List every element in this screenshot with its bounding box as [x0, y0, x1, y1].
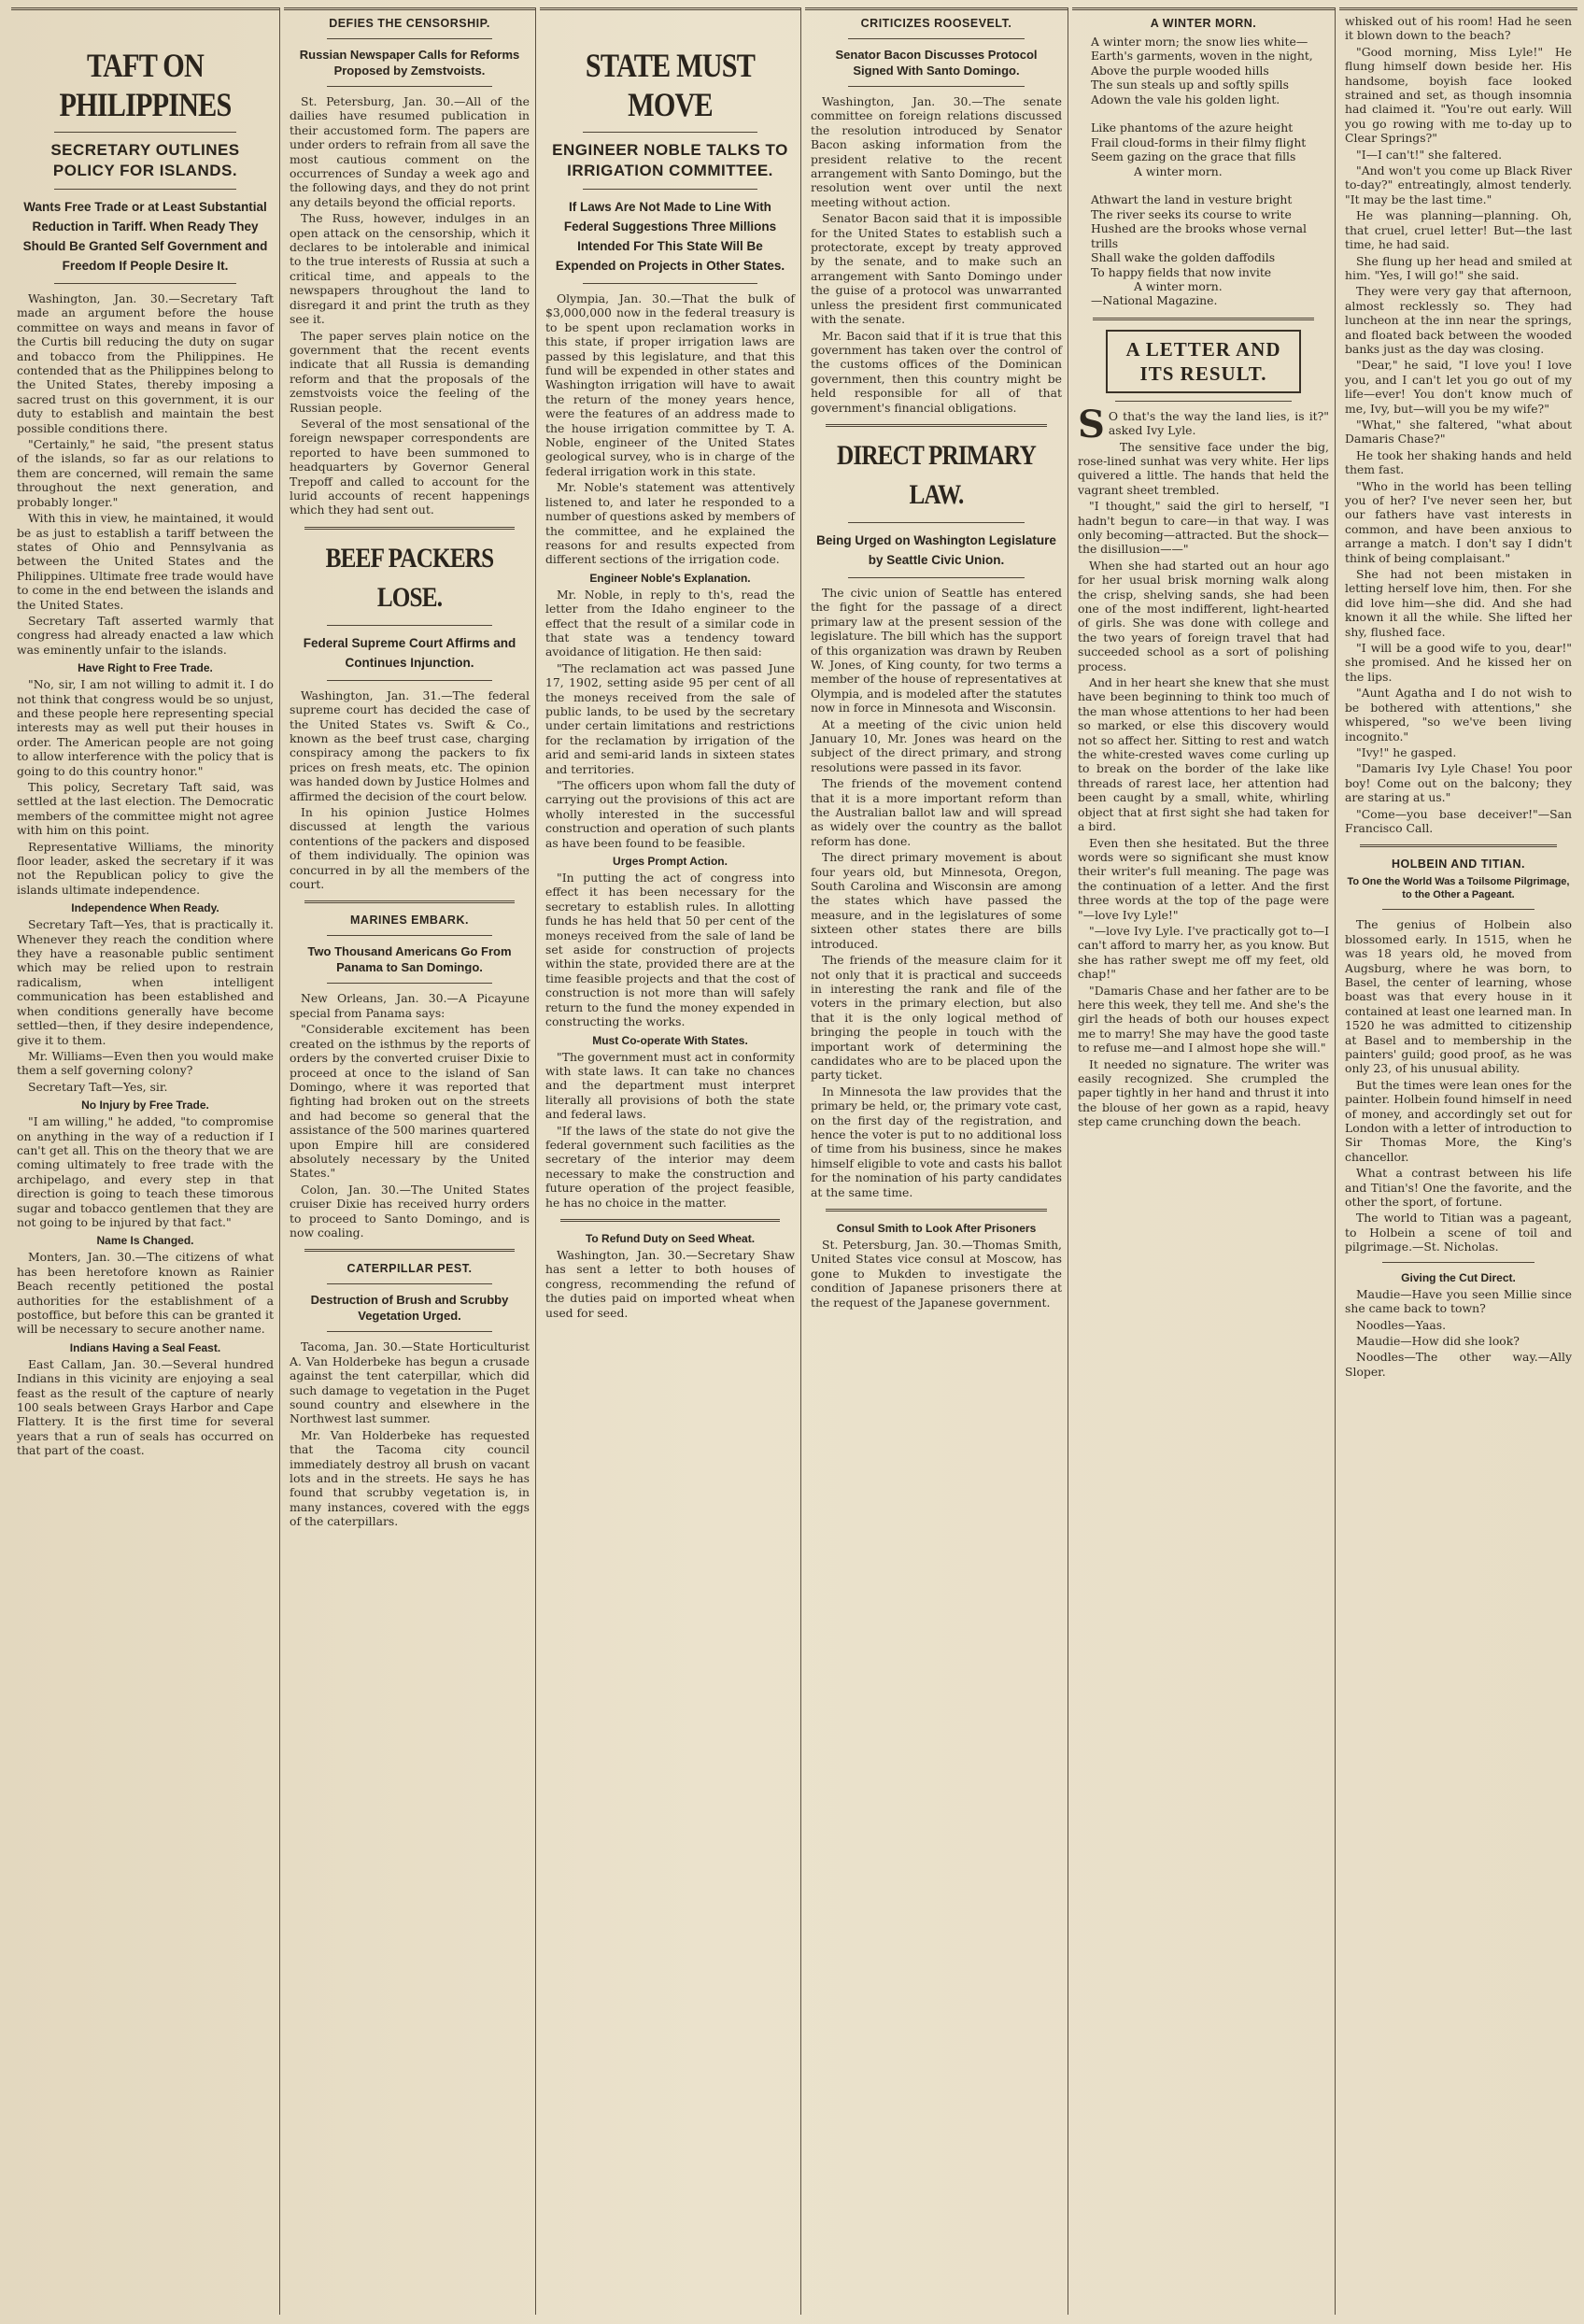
divider [1382, 1262, 1534, 1263]
paragraph: The friends of the measure claim for it not only that it is practical and succeeds in interesting the rank and file of the voters in the primary election, but also that it is the only logical method of bringing the people in touch with the important work of determining the candidates who are to be placed upon the party ticket. [811, 953, 1062, 1083]
paragraph: "—love Ivy Lyle. I've practically got to—I can't afford to marry her, as you know. But she has rather swept me off my feet, old chap!" [1078, 923, 1329, 982]
paragraph: Mr. Noble, in reply to th's, read the letter from the Idaho engineer to the effect that the result of a similar code in that state was a tendency toward avoidance of litigation. He then said: [545, 587, 795, 659]
poem-line [1078, 106, 1329, 120]
headline-direct-primary: DIRECT PRIMARY LAW. [836, 439, 1036, 510]
paragraph: At a meeting of the civic union held January 10, Mr. Jones was heard on the subject of the direct primary, and strong resolutions were passed in its favor. [811, 716, 1062, 774]
paragraph: "In putting the act of congress into effect it has been necessary for the secretary to establish rules. In allotting funds he has held that 50 per cent of the moneys received from the sale of land be set aside for construction of projects within the state, provided there are at the time feasible projects and that the cost of construction is not more than will safely return to the fund the money expended in constructing the works. [545, 871, 795, 1029]
divider [583, 132, 757, 133]
columns [11, 7, 1575, 2315]
paragraph: "Good morning, Miss Lyle!" He flung himself down beside her. His handsome, boyish face looked strained and set, as though insomnia had claimed it. "You're out early. Will you go rowing with me to-day up to Clear Springs?" [1345, 44, 1572, 146]
headline-criticizes-roosevelt: CRITICIZES ROOSEVELT. [860, 17, 1012, 30]
paragraph: "Come—you base deceiver!"—San Francisco Call. [1345, 806, 1572, 835]
divider [304, 900, 515, 903]
divider [327, 935, 492, 936]
subhead: Engineer Noble's Explanation. [589, 571, 751, 585]
paragraph: "Damaris Ivy Lyle Chase! You poor boy! Come out on the balcony; they are staring at us." [1345, 761, 1572, 805]
paragraph: Noodles—The other way.—Ally Sloper. [1345, 1350, 1572, 1379]
divider [1115, 401, 1292, 402]
paragraph: The paper serves plain notice on the government that the recent events indicate that all Russia is demanding reform and that the proposals of the zemstvoists voice the feeling of the Russian people. [290, 328, 530, 415]
paragraph: When she had started out an hour ago for her usual brisk morning walk along the crisp, shelving sands, she had been one of the most indifferent, light-hearted of girls. She was done with college and the two years of foreign travel that had succeeded school as a sort of polishing process. [1078, 558, 1329, 673]
paragraph: whisked out of his room! Had he seen it blown down to the beach? [1345, 14, 1572, 43]
paragraph: "What," she faltered, "what about Damaris Chase?" [1345, 417, 1572, 446]
column-5 [1072, 7, 1336, 2315]
divider [848, 86, 1025, 87]
paragraph: Washington, Jan. 31.—The federal supreme court has decided the case of the United States vs. Swift & Co., known as the beef trust case, charging conspiracy among the packers to fix prices on fresh meats, etc. The opinion was handed down by Justice Holmes and affirmed the decision of the court below. [290, 687, 530, 803]
divider [54, 189, 236, 190]
poem-line: Hushed are the brooks whose vernal trills [1091, 221, 1307, 250]
paragraph: She had not been mistaken in letting herself love him, then. For she did love him—she did. And she had known it all the while. She lifted her shy, flushed face. [1345, 567, 1572, 639]
paragraph: The friends of the movement contend that it is a more important reform than the Australian ballot law and will spread as widely over the country as the ballot reform has done. [811, 776, 1062, 848]
deck-censorship: Russian Newspaper Calls for Reforms Proposed by Zemstvoists. [299, 48, 520, 78]
paragraph: He took her shaking hands and held them fast. [1345, 447, 1572, 477]
paragraph: What a contrast between his life and Titian's! One the favorite, and the other the sport, of fortune. [1345, 1166, 1572, 1210]
paragraph: Representative Williams, the minority floor leader, asked the secretary if it was not the Republican policy to give the islands ultimate independence. [17, 839, 274, 897]
deck-irrigation: ENGINEER NOBLE TALKS TO IRRIGATION COMMITTEE. [552, 141, 788, 179]
divider [304, 527, 515, 530]
poem-line: Athwart the land in vesture bright [1091, 192, 1293, 207]
paragraph: East Callam, Jan. 30.—Several hundred Indians in this vicinity are enjoying a seal feast as the result of the capture of nearly 100 seals between Grays Harbor and Cape Flattery. It is the first time for several years that a run of seals has occurred on that part of the coast. [17, 1356, 274, 1458]
poem-credit: —National Magazine. [1091, 293, 1218, 308]
headline-censorship: DEFIES THE CENSORSHIP. [329, 17, 490, 30]
divider [1382, 909, 1534, 910]
paragraph: Secretary Taft—Yes, sir. [28, 1079, 168, 1094]
paragraph: Tacoma, Jan. 30.—State Horticulturist A. Van Holderbeke has begun a crusade against the tent caterpillar, which did such damage to vegetation in the Puget sound country and elsewhere in the Northwest last summer. [290, 1339, 530, 1426]
paragraph: Colon, Jan. 30.—The United States cruiser Dixie has received hurry orders to proceed to Santo Domingo, and is now coaling. [290, 1182, 530, 1240]
divider [327, 983, 492, 984]
paragraph: He was planning—planning. Oh, that cruel, cruel letter! But—the last time, he had said. [1345, 208, 1572, 252]
paragraph: "Aunt Agatha and I do not wish to be bothered with attentions," she whispered, "so we've been living incognito." [1345, 686, 1572, 744]
paragraph: St. Petersburg, Jan. 30.—Thomas Smith, United States vice consul at Moscow, has gone to Mukden to investigate the condition of Japanese prisoners there at the request of the Japanese government. [811, 1238, 1062, 1310]
poem-line: A winter morn. [1134, 278, 1223, 293]
paragraph: "No, sir, I am not willing to admit it. I do not think that congress would be so unjust, and these people here representing special interests may as well put their houses in order. The American people are not going to allow interference with the policy that is going to do this country honor." [17, 677, 274, 778]
paragraph: "If the laws of the state do not give the federal government such facilities as the secretary of the interior may deem necessary to make the construction and future operation of the project feasible, he has no choice in the matter. [545, 1123, 795, 1210]
headline-caterpillar: CATERPILLAR PEST. [346, 1262, 473, 1276]
divider [583, 283, 757, 284]
paragraph: "Damaris Chase and her father are to be here this week, they tell me. And she's the girl the heads of both our houses expect me to marry! She may have the good taste to refuse me—and I almost hope she will." [1078, 983, 1329, 1056]
poem-line: Seem gazing on the grace that fills [1091, 149, 1296, 164]
divider [583, 189, 757, 190]
poem-line: Earth's garments, woven in the night, [1091, 49, 1313, 64]
paragraph: With this in view, he maintained, it would be as just to establish a tariff between the states of Ohio and Pennsylvania as between the United States and the Philippines. Ultimate free trade would have to come in the end between the islands and the United States. [17, 511, 274, 612]
top-rule [1339, 7, 1577, 10]
paragraph: "Considerable excitement has been created on the isthmus by the reports of orders by the converted cruiser Dixie to proceed at once to the island of San Domingo, where it was reported that fighting had broken out on the streets and had become so general that the assistance of the 500 marines quartered upon Empire hill are considered absolutely necessary by the United States." [290, 1022, 530, 1181]
paragraph: And in her heart she knew that she must have been beginning to think too much of the man whose attentions to her had been so marked, or else this discovery would not so affect her. Sitting to rest and watch the white-crested waves come curling up to break on the border of the lake like threads of rarest lace, her attention had been caught by a small, white, whirling object that at first sight she had taken for a bird. [1078, 675, 1329, 834]
divider [848, 577, 1025, 578]
paragraph: Washington, Jan. 30.—Secretary Shaw has sent a letter to both houses of congress, recommending the refund of the duties paid on imported wheat when used for seed. [545, 1247, 795, 1320]
paragraph: "I am willing," he added, "to compromise on anything in the way of a reduction if I can't get all. This on the theory that we are coming ultimately to free trade with the archipelago, and every step in that direction is going to teach these timorous sugar and tobacco gentlemen that they are not going to be injured by that fact." [17, 1114, 274, 1229]
column-1 [11, 7, 280, 2315]
deck-direct-primary: Being Urged on Washington Legislature by Seattle Civic Union. [816, 532, 1056, 567]
divider [327, 1283, 492, 1284]
paragraph: New Orleans, Jan. 30.—A Picayune special from Panama says: [290, 991, 530, 1020]
top-rule [805, 7, 1068, 10]
paragraph: In Minnesota the law provides that the primary be held, or, the primary vote cast, on the first day of the registration, and hence the voter is put to no additional loss of time from his business, since he makes himself eligible to vote and casts his ballot for the nomination of his party candidates at the same time. [811, 1084, 1062, 1199]
divider [54, 283, 236, 284]
top-rule [1072, 7, 1335, 10]
paragraph: Several of the most sensational of the foreign newspaper correspondents are reported to have been summoned to headquarters by Governor General Trepoff and called to account for the lurid accounts of recent happenings which they had sent out. [290, 416, 530, 517]
divider [848, 38, 1025, 39]
subhead: Name Is Changed. [96, 1234, 194, 1248]
poem [1078, 35, 1329, 308]
deck-marines: Two Thousand Americans Go From Panama to San Domingo. [307, 944, 512, 975]
top-rule [284, 7, 535, 10]
subhead: Indians Having a Seal Feast. [69, 1340, 221, 1354]
column-2 [284, 7, 536, 2315]
poem-line: The river seeks its course to write [1091, 206, 1292, 221]
deck-beef-packers: Federal Supreme Court Affirms and Continues Injunction. [303, 635, 516, 670]
paragraph: Washington, Jan. 30.—Secretary Taft made an argument before the house committee on ways and means in favor of the Curtis bill reducing the duty on sugar and tobacco from the Philippines. He contended that as the Philippines belong to the United States, thereby imposing a sacred trust on this government, it is our duty to establish and maintain the best possible conditions there. [17, 291, 274, 435]
poem-line: Above the purple wooded hills [1091, 63, 1269, 78]
paragraph: The Russ, however, indulges in an open attack on the censorship, which it declares to be intolerable and inimical to the true interests of Russia at such a critical time, and appeals to the newspapers throughout the land to disregard it and print the truth as they see it. [290, 211, 530, 327]
paragraph: The civic union of Seattle has entered the fight for the passage of a direct primary law at the present session of the legislature. The bill which has the support of this organization was drawn by Reuben W. Jones, of King county, for two terms a member of the house of representatives at Olympia, and is modeled after the statutes now in force in Minnesota and Wisconsin. [811, 585, 1062, 716]
paragraph: In his opinion Justice Holmes discussed at length the various contentions of the packers and disposed of them individually. The opinion was concurred in by all the members of the court. [290, 805, 530, 892]
subhead: Independence When Ready. [71, 901, 219, 915]
headline-letter: A LETTER AND ITS RESULT. [1106, 330, 1301, 393]
divider [560, 1219, 780, 1222]
paragraph: "The reclamation act was passed June 17, 1902, setting aside 95 per cent of all the moneys received from the sale of public lands, to be used by the secretary under certain limitations and restrictions for the reclamation by irrigation of the arid and semi-arid lands in sixteen states and territories. [545, 660, 795, 776]
paragraph: Secretary Taft asserted warmly that congress had already enacted a law which was eminently unfair to the islands. [17, 613, 274, 657]
subdeck-irrigation: If Laws Are Not Made to Line With Federal Suggestions Three Millions Intended For This State Will Be Expended on Projects in Other States. [555, 200, 785, 273]
headline-winter-morn: A WINTER MORN. [1150, 17, 1257, 30]
paragraph: The world to Titian was a pageant, to Holbein a scene of toil and pilgrimage.—St. Nicholas. [1345, 1211, 1572, 1254]
deck-taft: SECRETARY OUTLINES POLICY FOR ISLANDS. [50, 141, 240, 179]
paragraph: They were very gay that afternoon, almost recklessly so. They had luncheon at the inn near the springs, and floated back between the wooded banks just as the day was closing. [1345, 284, 1572, 356]
headline-state-must-move: STATE MUST MOVE [585, 47, 756, 123]
paragraph: St. Petersburg, Jan. 30.—All of the dailies have resumed publication in their accustomed form. The papers are under orders to refrain from all save the most cautious comment on the occurrences of Sunday a week ago and the following days, and they do not print any details beyond the official reports. [290, 94, 530, 209]
paragraph: Olympia, Jan. 30.—That the bulk of $3,000,000 now in the federal treasury is to be spent upon reclamation works in this state, if proper irrigation laws are passed by this legislature, and that this fund will be expended in other states and Washington irrigation will have to await the return of the money years hence, were the features of an address made to the house irrigation committee by T. A. Noble, engineer of the United States geological survey, who is in charge of the federal irrigation work in this state. [545, 291, 795, 478]
divider [826, 1209, 1047, 1212]
column-6 [1339, 7, 1577, 2315]
deck-caterpillar: Destruction of Brush and Scrubby Vegetation Urged. [310, 1293, 509, 1324]
poem-line: To happy fields that now invite [1091, 264, 1272, 279]
paragraph: Noodles—Yaas. [1356, 1317, 1447, 1332]
headline-marines: MARINES EMBARK. [350, 914, 469, 928]
poem-line: Like phantoms of the azure height [1091, 120, 1294, 135]
paragraph: "Certainly," he said, "the present status of the islands, so far as our relations to them are concerned, will remain the same throughout the next generation, and probably longer." [17, 437, 274, 509]
divider [1093, 318, 1314, 320]
divider [826, 424, 1047, 427]
paragraph: "The officers upon whom fall the duty of carrying out the provisions of this act are wholly interested in the successful construction and operation of such plants as have been found to be feasible. [545, 778, 795, 850]
subhead: Giving the Cut Direct. [1401, 1270, 1516, 1284]
divider [1360, 844, 1557, 847]
paragraph: Washington, Jan. 30.—The senate committee on foreign relations discussed the resolution introduced by Senator Bacon asking information from the president relative to the recent arrangement with Santo Domingo, but the resolution went over until the next meeting without action. [811, 94, 1062, 209]
paragraph: Even then she hesitated. But the three words were so significant she must know their writer's full meaning. The page was the continuation of a letter. And the first three words at the top of the page were "—love Ivy Lyle!" [1078, 835, 1329, 922]
subhead: Urges Prompt Action. [613, 855, 728, 869]
deck-holbein: To One the World Was a Toilsome Pilgrimage, to the Other a Pageant. [1347, 876, 1570, 901]
subhead: To Refund Duty on Seed Wheat. [585, 1231, 756, 1245]
deck-bacon: Senator Bacon Discusses Protocol Signed With Santo Domingo. [835, 48, 1038, 78]
paragraph: Mr. Williams—Even then you would make them a self governing colony? [17, 1048, 274, 1078]
paragraph: The direct primary movement is about four years old, but Minnesota, Oregon, South Carolina and Wisconsin are among the states which have passed the measure, and in the legislatures of some sixteen other states there are bills introduced. [811, 850, 1062, 951]
paragraph: The sensitive face under the big, rose-lined sunhat was very white. Her lips quivered a little. The hands that held the vagrant sheet trembled. [1078, 439, 1329, 497]
paragraph: SO that's the way the land lies, is it?" asked Ivy Lyle. [1078, 402, 1329, 446]
paragraph: "And won't you come up Black River to-day?" entreatingly, almost tenderly. "It may be the last time." [1345, 163, 1572, 206]
paragraph: Mr. Van Holderbeke has requested that the Tacoma city council immediately destroy all brush on vacant lots and in the streets. He says he has found that scrubby vegetation is, in many instances, covered with the eggs of the caterpillars. [290, 1427, 530, 1529]
paragraph: Mr. Noble's statement was attentively listened to, and later he responded to a number of questions asked by members of the committee, and he explained the reasons for and results expected from different sections of the irrigation code. [545, 480, 795, 567]
column-3 [540, 7, 801, 2315]
subhead: Must Co-operate With States. [592, 1033, 748, 1047]
headline-taft: TAFT ON PHILIPPINES [59, 47, 232, 123]
column-4 [805, 7, 1068, 2315]
headline-beef-packers: BEEF PACKERS LOSE. [325, 542, 494, 613]
subdeck-taft: Wants Free Trade or at Least Substantial Reduction in Tariff. When Ready They Should Be Granted Self Government and Freedom If People Desire It. [22, 200, 268, 273]
paragraph: Mr. Bacon said that if it is true that this government has taken over the control of the customs offices of the Dominican government, then this country might be held responsible for all of that government's financial obligations. [811, 328, 1062, 415]
divider [327, 38, 492, 39]
poem-line: A winter morn; the snow lies white— [1091, 35, 1308, 49]
paragraph: The genius of Holbein also blossomed early. In 1515, when he was 18 years old, he moved from Augsburg, where he was born, to Basel, the center of learning, whose boast was that every house in it contained at least one learned man. In 1520 he was admitted to citizenship at Basel and to membership in the painters' guild; good proof, as he was only 23, of his unusual ability. [1345, 917, 1572, 1076]
top-rule [11, 7, 279, 10]
paragraph: She flung up her head and smiled at him. "Yes, I will go!" she said. [1345, 253, 1572, 282]
divider [848, 522, 1025, 523]
paragraph: It needed no signature. The writer was easily recognized. She crumpled the paper tightly in her hand and thrust it into the blouse of her gown as a rapid, heavy step came crunching down the beach. [1078, 1056, 1329, 1129]
headline-holbein: HOLBEIN AND TITIAN. [1391, 857, 1526, 872]
top-rule [540, 7, 800, 10]
poem-line: The sun steals up and softly spills [1091, 78, 1290, 92]
divider [327, 625, 492, 626]
poem-line: Frail cloud-forms in their filmy flight [1091, 135, 1307, 149]
paragraph: But the times were lean ones for the painter. Holbein found himself in need of money, and accordingly set out for London with a letter of introduction to Sir Thomas More, the King's chancellor. [1345, 1077, 1572, 1164]
paragraph: "Dear," he said, "I love you! I love you, and I can't let you go out of my life—ever! You don't know much of me, Ivy, but—will you be my wife?" [1345, 358, 1572, 416]
paragraph: "I thought," said the girl to herself, "I hadn't begun to care—in that way. I was only becoming—attracted. But the shock—the disillusion——" [1078, 499, 1329, 557]
divider [327, 680, 492, 681]
paragraph: "I will be a good wife to you, dear!" she promised. And he kissed her on the lips. [1345, 641, 1572, 684]
paragraph: This policy, Secretary Taft said, was settled at the last election. The Democratic members of the committee might not agree with him on this point. [17, 780, 274, 838]
divider [54, 132, 236, 133]
paragraph: Maudie—How did she look? [1356, 1333, 1520, 1348]
paragraph: "Ivy!" he gasped. [1356, 744, 1457, 759]
divider [327, 86, 492, 87]
paragraph: "The government must act in conformity with state laws. It can take no chances and the department must interpret literally all provisions of both the state and federal laws. [545, 1049, 795, 1122]
paragraph: "I—I can't!" she faltered. [1356, 147, 1503, 162]
poem-line: A winter morn. [1134, 163, 1223, 178]
poem-line: Adown the vale his golden light. [1091, 92, 1280, 106]
subhead: Have Right to Free Trade. [78, 661, 213, 675]
poem-line [1078, 178, 1329, 192]
divider [304, 1249, 515, 1252]
paragraph: Monters, Jan. 30.—The citizens of what has been heretofore known as Rainier Beach recently petitioned the postal authorities for the establishment of a postoffice, but before this can be granted it will be necessary to secure another name. [17, 1250, 274, 1337]
subhead: Consul Smith to Look After Prisoners [836, 1222, 1037, 1235]
poem-line: Shall wake the golden daffodils [1091, 250, 1276, 265]
paragraph: "Who in the world has been telling you of her? I've never seen her, but our fathers have vast interests in common, and have been anxious to arrange a match. I don't say I didn't think of being complaisant." [1345, 478, 1572, 565]
paragraph: Maudie—Have you seen Millie since she came back to town? [1345, 1286, 1572, 1316]
divider [327, 1331, 492, 1332]
subhead: No Injury by Free Trade. [81, 1098, 209, 1112]
paragraph: Senator Bacon said that it is impossible for the United States to establish such a protectorate, except by treaty approved by the senate, and to make such an arrangement with Santo Domingo under the guise of a protocol was unwarranted unless the president first communicated with the senate. [811, 211, 1062, 327]
paragraph: Secretary Taft—Yes, that is practically it. Whenever they reach the condition where they have a reasonable public sentiment which may be relied upon to restrain radicalism, when intelligent communication has been established and when conditions generally have become settled—then, if they desire independence, give it to them. [17, 917, 274, 1047]
